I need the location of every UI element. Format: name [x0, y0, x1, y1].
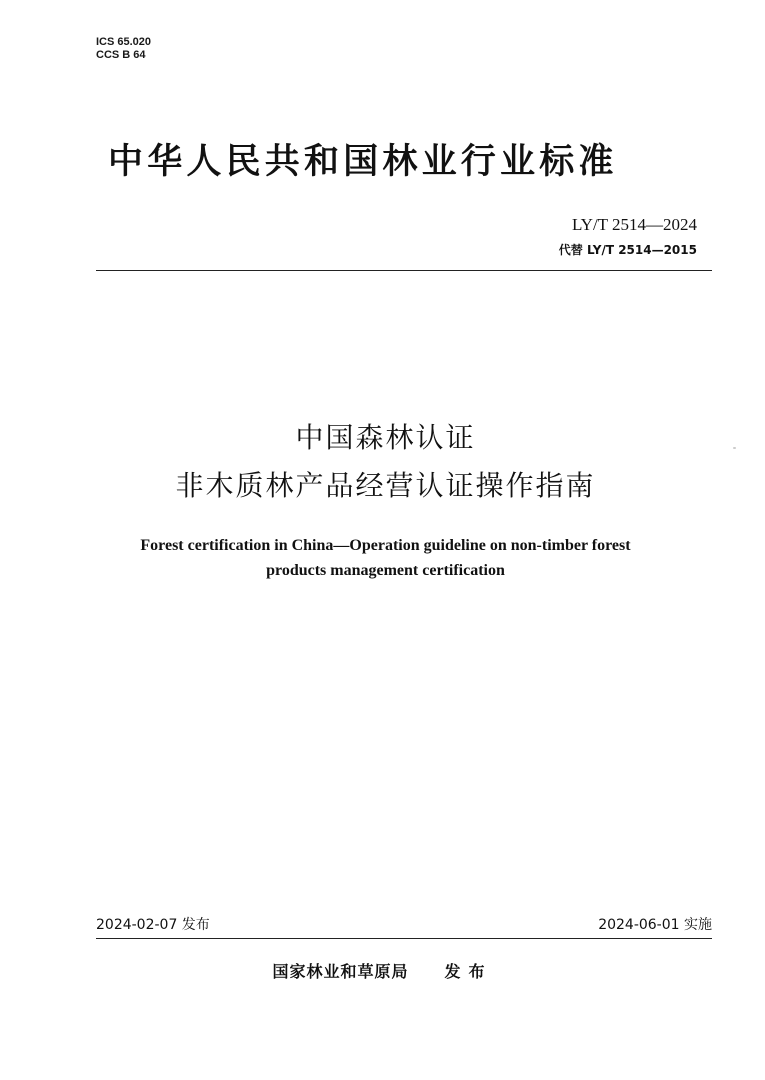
bottom-divider — [96, 938, 712, 939]
issue-date: 2024-02-07 发布 — [96, 917, 210, 933]
scan-artifact — [733, 447, 736, 449]
document-title-cn-line1: 中国森林认证 — [295, 421, 476, 454]
standard-replaces: 代替 LY/T 2514—2015 — [558, 243, 697, 257]
standard-category-title: 中华人民共和国林业行业标准 — [108, 142, 618, 182]
top-divider — [96, 270, 712, 271]
issuing-authority: 国家林业和草原局 — [272, 962, 409, 981]
ccs-code: CCS B 64 — [96, 49, 146, 61]
issuer-row — [0, 961, 765, 983]
document-title-en-line2: products management certification — [266, 562, 505, 579]
standard-number: LY/T 2514—2024 — [571, 215, 697, 234]
document-title-cn-line2: 非木质林产品经营认证操作指南 — [175, 469, 596, 502]
implementation-date: 2024-06-01 实施 — [598, 917, 712, 933]
document-title-en-line1: Forest certification in China—Operation guideline on non-timber forest — [140, 537, 631, 554]
issue-action-label: 发布 — [444, 962, 493, 981]
ics-code: ICS 65.020 — [96, 36, 152, 48]
